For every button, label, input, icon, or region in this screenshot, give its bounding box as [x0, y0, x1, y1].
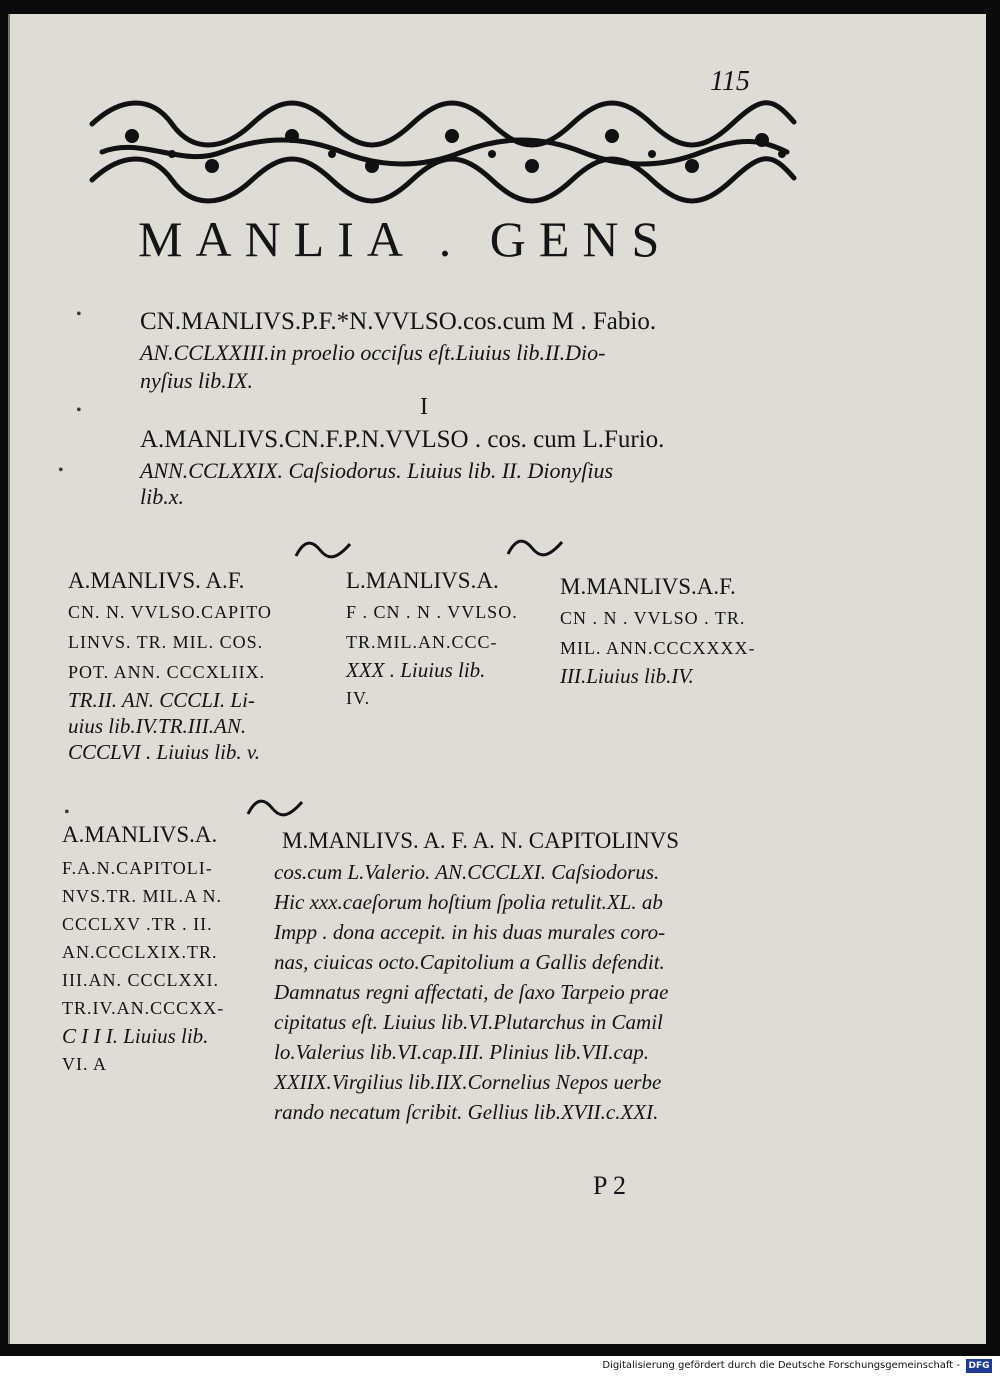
column-line: Damnatus regni affectati, de ſaxo Tarpeio prae	[274, 980, 669, 1004]
margin-mark: •	[58, 462, 64, 479]
column-line: cipitatus eſt. Liuius lib.VI.Plutarchus in Camil	[274, 1010, 663, 1034]
column-line: nas, ciuicas octo.Capitolium a Gallis defendit.	[274, 950, 665, 974]
column-line: cos.cum L.Valerio. AN.CCCLXI. Caſsiodorus.	[274, 860, 660, 884]
column-line: CN. N. VVLSO.CAPITO	[68, 602, 272, 622]
column-head: L.MANLIVS.A.	[346, 568, 499, 593]
column-line: CCCLVI . Liuius lib. v.	[68, 740, 260, 764]
digitization-footer	[0, 1356, 1000, 1378]
stemma-connector	[246, 794, 306, 820]
stemma-connector	[506, 534, 566, 560]
column-head: A.MANLIVS.A.	[62, 822, 218, 847]
column-line: TR.II. AN. CCCLI. Li-	[68, 688, 255, 712]
dfg-logo: DFG	[966, 1359, 992, 1373]
column-line: III.AN. CCCLXXI.	[62, 970, 219, 990]
footer-credit: Digitalisierung gefördert durch die Deutsche Forschungsgemeinschaft -	[602, 1360, 960, 1371]
page-number: 115	[710, 66, 750, 97]
column-line: Impp . dona accepit. in his duas murales coro-	[274, 920, 666, 944]
column-line: F . CN . N . VVLSO.	[346, 602, 518, 622]
entry-line: AN.CCLXXIII.in proelio occiſus eſt.Liuius lib.II.Dio-	[140, 340, 606, 365]
column-line: POT. ANN. CCCXLIIX.	[68, 662, 266, 682]
column-line: LINVS. TR. MIL. COS.	[68, 632, 264, 652]
column-line: CN . N . VVLSO . TR.	[560, 608, 746, 628]
page-title: MANLIA . GENS	[138, 211, 673, 267]
column-head: M.MANLIVS.A.F.	[560, 574, 736, 599]
column-line: rando necatum ſcribit. Gellius lib.XVII.c.XXI.	[274, 1100, 659, 1124]
entry-line: lib.x.	[140, 484, 184, 509]
entry-head: A.MANLIVS.CN.F.P.N.VVLSO . cos. cum L.Furio.	[140, 426, 665, 453]
signature-mark: P 2	[593, 1171, 626, 1200]
book-page	[8, 14, 986, 1344]
decorative-headpiece	[82, 96, 802, 208]
column-line: uius lib.IV.TR.III.AN.	[68, 714, 247, 738]
entry-line: nyſius lib.IX.	[140, 368, 254, 393]
column-line: NVS.TR. MIL.A N.	[62, 886, 223, 906]
stemma-numeral: I	[420, 394, 428, 420]
column-line: TR.IV.AN.CCCXX-	[62, 998, 225, 1018]
column-line: VI. A	[62, 1054, 107, 1074]
entry-head: CN.MANLIVS.P.F.*N.VVLSO.cos.cum M . Fabio.	[140, 308, 657, 335]
stemma-connector	[294, 536, 354, 562]
column-line: AN.CCCLXIX.TR.	[62, 942, 218, 962]
column-line: IV.	[346, 688, 371, 708]
column-line: MIL. ANN.CCCXXXX-	[560, 638, 756, 658]
column-head: M.MANLIVS. A. F. A. N. CAPITOLINVS	[282, 828, 680, 853]
column-line: TR.MIL.AN.CCC-	[346, 632, 498, 652]
column-line: Hic xxx.caeſorum hoſtium ſpolia retulit.XL. ab	[274, 890, 663, 914]
margin-mark: •	[76, 306, 82, 323]
margin-mark: •	[76, 402, 82, 419]
column-line: CCCLXV .TR . II.	[62, 914, 213, 934]
column-line: XXX . Liuius lib.	[346, 658, 486, 682]
column-line: XXIIX.Virgilius lib.IIX.Cornelius Nepos uerbe	[274, 1070, 662, 1094]
column-line: F.A.N.CAPITOLI-	[62, 858, 213, 878]
entry-line: ANN.CCLXXIX. Caſsiodorus. Liuius lib. II. Dionyſius	[140, 458, 614, 483]
column-line: C I I I. Liuius lib.	[62, 1024, 209, 1048]
margin-mark: •	[64, 804, 70, 821]
column-head: A.MANLIVS. A.F.	[68, 568, 245, 593]
column-line: lo.Valerius lib.VI.cap.III. Plinius lib.VII.cap.	[274, 1040, 650, 1064]
column-line: III.Liuius lib.IV.	[560, 664, 694, 688]
